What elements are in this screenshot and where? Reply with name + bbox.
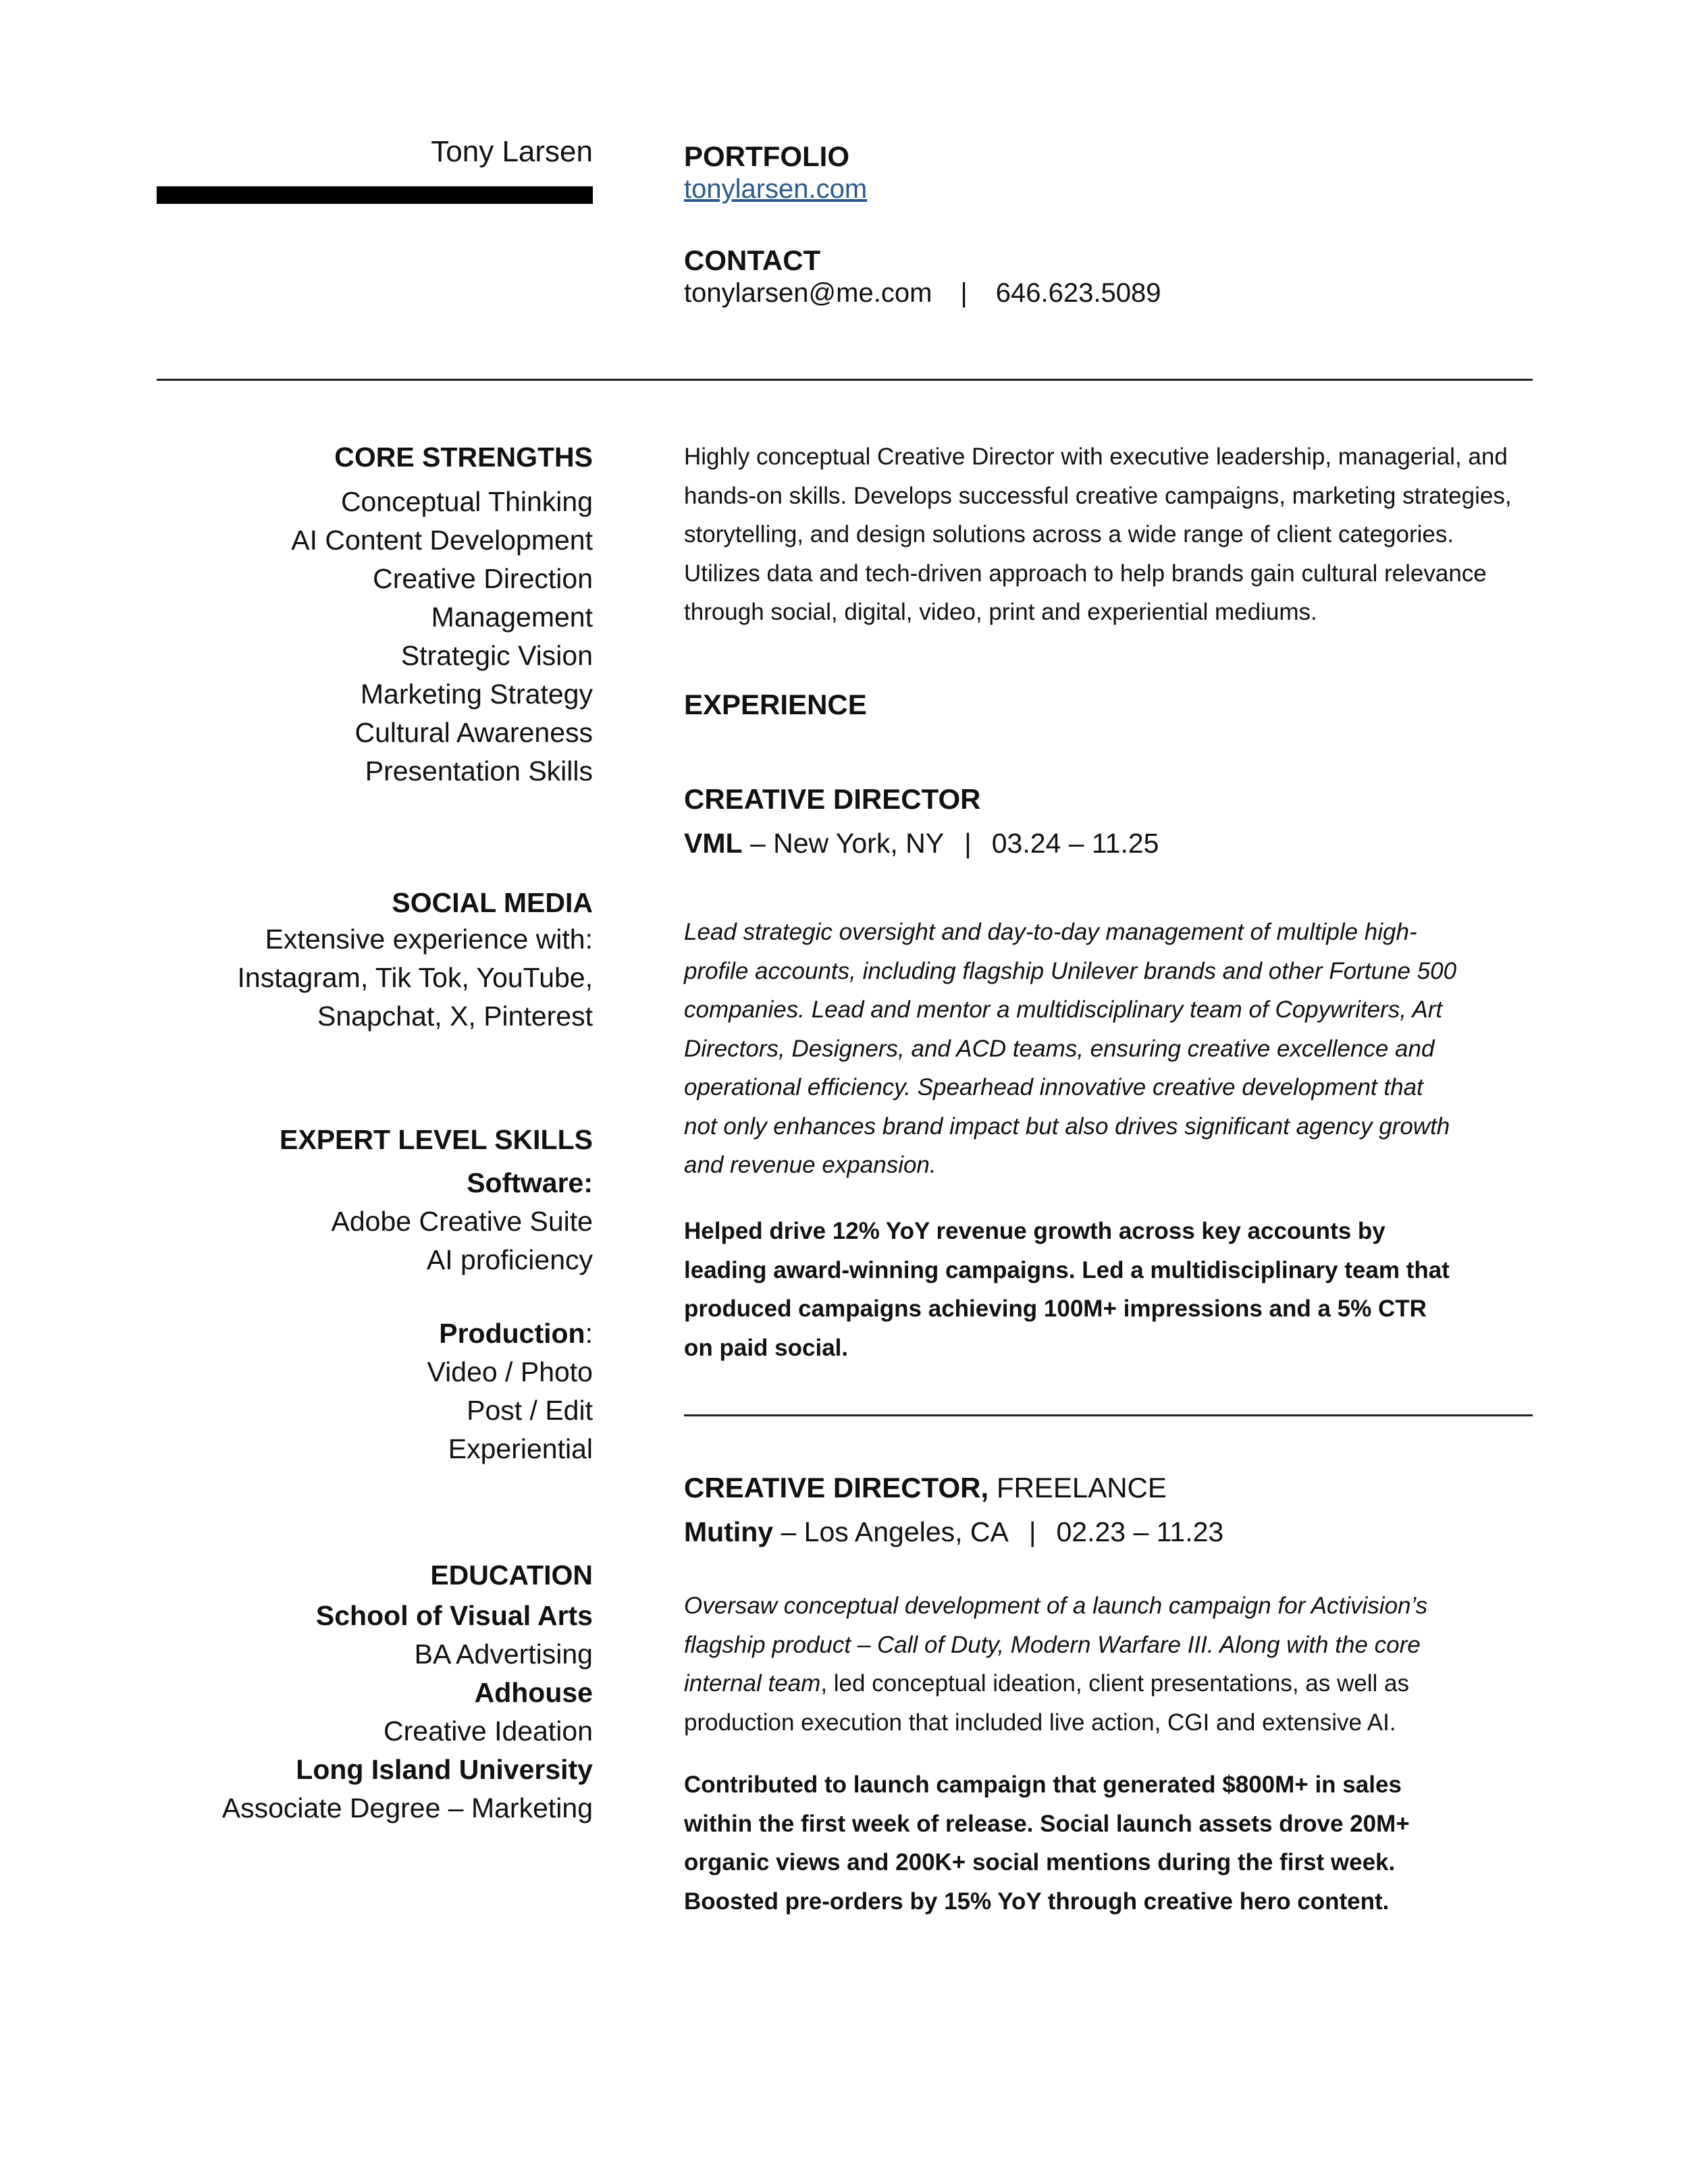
job2-company-line bbox=[684, 1516, 1533, 1548]
degree: BA Advertising bbox=[414, 1639, 593, 1670]
social-media-line: Snapchat, X, Pinterest bbox=[317, 1001, 593, 1032]
core-strengths-heading: CORE STRENGTHS bbox=[334, 442, 593, 473]
strength-item: Presentation Skills bbox=[365, 755, 593, 787]
software-item: AI proficiency bbox=[426, 1244, 593, 1275]
contact-line bbox=[684, 278, 1161, 309]
strength-item: Strategic Vision bbox=[400, 640, 593, 671]
contact-heading: CONTACT bbox=[684, 244, 821, 276]
job2-description-rest: , led conceptual ideation, client presentations, as well as production execution that included live action, CGI and extensive AI. bbox=[684, 1670, 1409, 1736]
portfolio-heading: PORTFOLIO bbox=[684, 140, 849, 172]
job2-separator: | bbox=[1028, 1516, 1036, 1547]
job2-description bbox=[684, 1587, 1467, 1742]
job1-description: Lead strategic oversight and day-to-day management of multiple high-profile accounts, including flagship Unilever brands and other Fortune 500 companies. Lead and mentor a multidisciplinary team of Copywriters, Art Directors, Designers, and ACD teams, ensuring creative excellence and operational efficiency. Spearhead innovative creative development that not only enhances brand impact but also drives significant agency growth and revenue expansion. bbox=[684, 919, 1457, 1178]
job1-achievements: Helped drive 12% YoY revenue growth across key accounts by leading award-winning campaigns. Led a multidisciplinary team that produced campaigns achieving 100M+ impressions and a 5% CTR on paid social. bbox=[684, 1218, 1450, 1361]
social-media-line: Instagram, Tik Tok, YouTube, bbox=[237, 962, 593, 993]
strength-item: Creative Direction bbox=[373, 563, 593, 594]
expert-skills-heading: EXPERT LEVEL SKILLS bbox=[280, 1124, 593, 1155]
professional-summary: Highly conceptual Creative Director with executive leadership, managerial, and hands-on skills. Develops successful creative campaigns, marketing strategies, storytelling, and design solutions across a wide range of client categories. Utilizes data and tech-driven approach to help brands gain cultural relevance through social, digital, video, print and experiential mediums. bbox=[684, 444, 1512, 625]
candidate-name: Tony Larsen bbox=[431, 135, 593, 168]
job1-title: CREATIVE DIRECTOR bbox=[684, 783, 981, 815]
school-name: Long Island University bbox=[296, 1754, 593, 1785]
job2-achievements: Contributed to launch campaign that generated $800M+ in sales within the first week of release. Social launch assets drove 20M+ organic views and 200K+ social mentions during the first week. Boosted pre-orders by 15% YoY through creative hero content. bbox=[684, 1772, 1410, 1915]
degree: Creative Ideation bbox=[384, 1715, 593, 1747]
core-strengths-section bbox=[291, 442, 593, 791]
production-item: Post / Edit bbox=[467, 1395, 593, 1426]
header-divider bbox=[157, 379, 1533, 381]
production-label-text: Production bbox=[439, 1318, 585, 1349]
portfolio-link[interactable]: tonylarsen.com bbox=[684, 174, 868, 204]
education-section bbox=[222, 1560, 593, 1828]
social-media-line: Extensive experience with: bbox=[265, 924, 593, 955]
social-media-heading: SOCIAL MEDIA bbox=[392, 887, 593, 918]
experience-divider bbox=[684, 1414, 1533, 1416]
contact-email[interactable]: tonylarsen@me.com bbox=[684, 278, 932, 308]
strength-item: AI Content Development bbox=[291, 525, 593, 556]
social-media-section bbox=[238, 887, 593, 1036]
contact-phone[interactable]: 646.623.5089 bbox=[995, 278, 1161, 308]
job2-title-line bbox=[684, 1472, 1533, 1504]
strength-item: Cultural Awareness bbox=[354, 717, 593, 748]
production-label-colon: : bbox=[585, 1318, 593, 1349]
job2-description-italic: Oversaw conceptual development of a launch campaign for Activision’s flagship product – Call of Duty, Modern Warfare III. Along with the core internal team bbox=[684, 1593, 1428, 1697]
job1-separator: | bbox=[964, 828, 972, 859]
contact-separator: | bbox=[960, 278, 968, 308]
software-label: Software: bbox=[467, 1167, 593, 1198]
production-item: Experiential bbox=[448, 1433, 593, 1464]
expert-skills-section bbox=[280, 1124, 593, 1468]
degree: Associate Degree – Marketing bbox=[221, 1792, 593, 1823]
job1-dates: 03.24 – 11.25 bbox=[991, 828, 1159, 859]
production-label bbox=[280, 1314, 593, 1353]
education-heading: EDUCATION bbox=[430, 1560, 593, 1591]
name-underline-bar bbox=[157, 186, 593, 204]
job2-company: Mutiny bbox=[684, 1516, 774, 1547]
job1-company-line bbox=[684, 828, 1533, 859]
strength-item: Marketing Strategy bbox=[360, 678, 593, 710]
experience-heading: EXPERIENCE bbox=[684, 689, 867, 720]
school-name: Adhouse bbox=[474, 1677, 593, 1708]
job2-location: – Los Angeles, CA bbox=[773, 1516, 1009, 1547]
job1-company: VML bbox=[684, 828, 743, 859]
job2-title-suffix: FREELANCE bbox=[988, 1472, 1167, 1503]
job2-title: CREATIVE DIRECTOR, bbox=[684, 1472, 989, 1503]
school-name: School of Visual Arts bbox=[315, 1600, 593, 1631]
software-item: Adobe Creative Suite bbox=[331, 1206, 593, 1237]
production-item: Video / Photo bbox=[427, 1356, 593, 1387]
strength-item: Conceptual Thinking bbox=[340, 486, 593, 517]
job2-dates: 02.23 – 11.23 bbox=[1056, 1516, 1224, 1547]
job1-location: – New York, NY bbox=[742, 828, 945, 859]
strength-item: Management bbox=[431, 602, 593, 633]
